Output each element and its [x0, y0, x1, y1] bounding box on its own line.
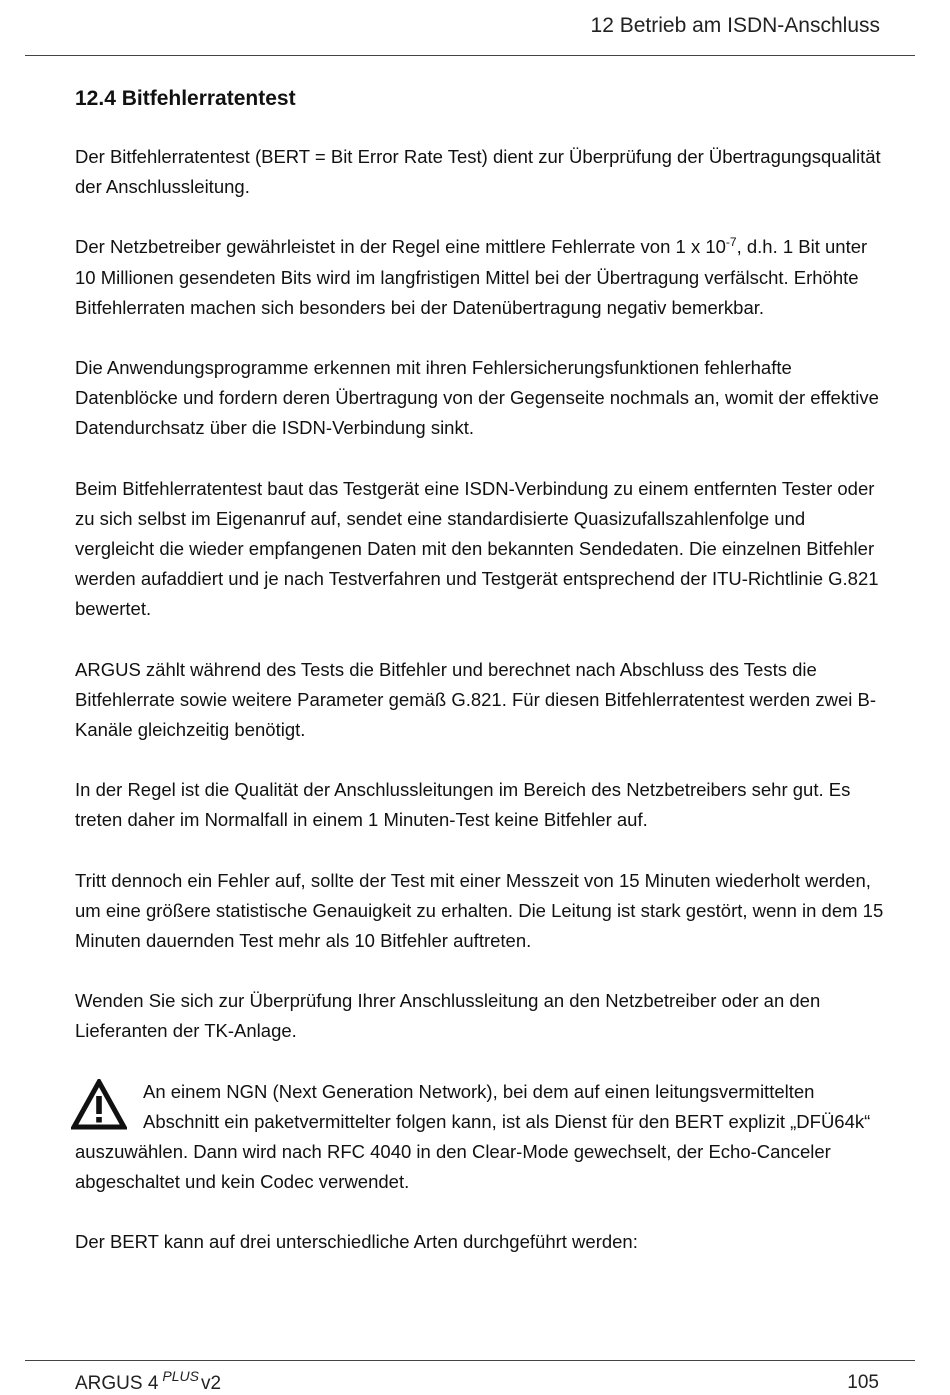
running-header: 12 Betrieb am ISDN-Anschluss — [590, 14, 880, 37]
error-rate-text-start: Der Netzbetreiber gewährleistet in der Regel eine mittlere Fehlerrate von 1 x 10 — [75, 236, 726, 258]
paragraph-line-quality: In der Regel ist die Qualität der Anschlussleitungen im Bereich des Netzbetreibers sehr gut. Es treten daher im Normalfall in einem 1 Minuten-Test keine Bitfehler auf. — [75, 779, 851, 831]
section-title: 12.4 Bitfehlerratentest — [75, 87, 296, 110]
error-rate-text-end: , d.h. 1 Bit unter 10 Millionen gesendeten Bits wird im langfristigen Mittel bei der Übertragung verfälscht. Erhöhte Bitfehlerraten machen sich besonders bei der Datenübertragung negativ bemerkbar. — [75, 236, 868, 318]
warning-triangle-icon — [71, 1079, 127, 1131]
header-divider — [25, 55, 915, 56]
footer-product-version: v2 — [201, 1373, 222, 1394]
page-body — [75, 86, 885, 1258]
page-number: 105 — [847, 1372, 879, 1393]
footer-divider — [25, 1360, 915, 1361]
paragraph-contact: Wenden Sie sich zur Überprüfung Ihrer Anschlussleitung an den Netzbetreiber oder an den Lieferanten der TK-Anlage. — [75, 990, 821, 1042]
paragraph-intro: Der Bitfehlerratentest (BERT = Bit Error Rate Test) dient zur Überprüfung der Übertragungsqualität der Anschlussleitung. — [75, 146, 881, 198]
paragraph-bert-methods: Der BERT kann auf drei unterschiedliche Arten durchgeführt werden: — [75, 1231, 638, 1253]
error-rate-exponent: -7 — [725, 235, 737, 250]
paragraph-repeat-test: Tritt dennoch ein Fehler auf, sollte der Test mit einer Messzeit von 15 Minuten wiederholt werden, um eine größere statistische Genauigkeit zu erhalten. Die Leitung ist stark gestört, wenn in dem 15 Minuten dauernden Test mehr als 10 Bitfehler auftreten. — [75, 869, 884, 952]
paragraph-error-rate — [75, 232, 885, 323]
footer-product-name: ARGUS 4 — [75, 1373, 159, 1394]
footer-product — [75, 1368, 222, 1395]
warning-text: An einem NGN (Next Generation Network), bei dem auf einen leitungsvermittelten Abschnitt ein paketvermittelter folgen kann, ist als Dienst für den BERT explizit „DFÜ64k“ auszuwählen. Dann wird nach RFC 4040 in den Clear-Mode gewechselt, der Echo-Canceler abgeschaltet und kein Codec verwendet. — [75, 1080, 871, 1193]
footer-product-plus: PLUS — [162, 1368, 199, 1384]
paragraph-test-procedure: Beim Bitfehlerratentest baut das Testgerät eine ISDN-Verbindung zu einem entfernten Tester oder zu sich selbst im Eigenanruf auf, sendet eine standardisierte Quasizufallszahlenfolge und vergleicht die wieder empfangenen Daten mit den bekannten Sendedaten. Die einzelnen Bitfehler werden aufaddiert und je nach Testverfahren und Testgerät entsprechend der ITU-Richtlinie G.821 bewertet. — [75, 477, 879, 620]
paragraph-applications: Die Anwendungsprogramme erkennen mit ihren Fehlersicherungsfunktionen fehlerhafte Datenblöcke und fordern deren Übertragung von der Gegenseite nochmals an, womit der effektive Datendurchsatz über die ISDN-Verbindung sinkt. — [75, 357, 879, 439]
warning-note — [75, 1077, 885, 1198]
paragraph-argus-counts: ARGUS zählt während des Tests die Bitfehler und berechnet nach Abschluss des Tests die Bitfehlerrate sowie weitere Parameter gemäß G.821. Für diesen Bitfehlerratentest werden zwei B-Kanäle gleichzeitig benötigt. — [75, 658, 877, 741]
